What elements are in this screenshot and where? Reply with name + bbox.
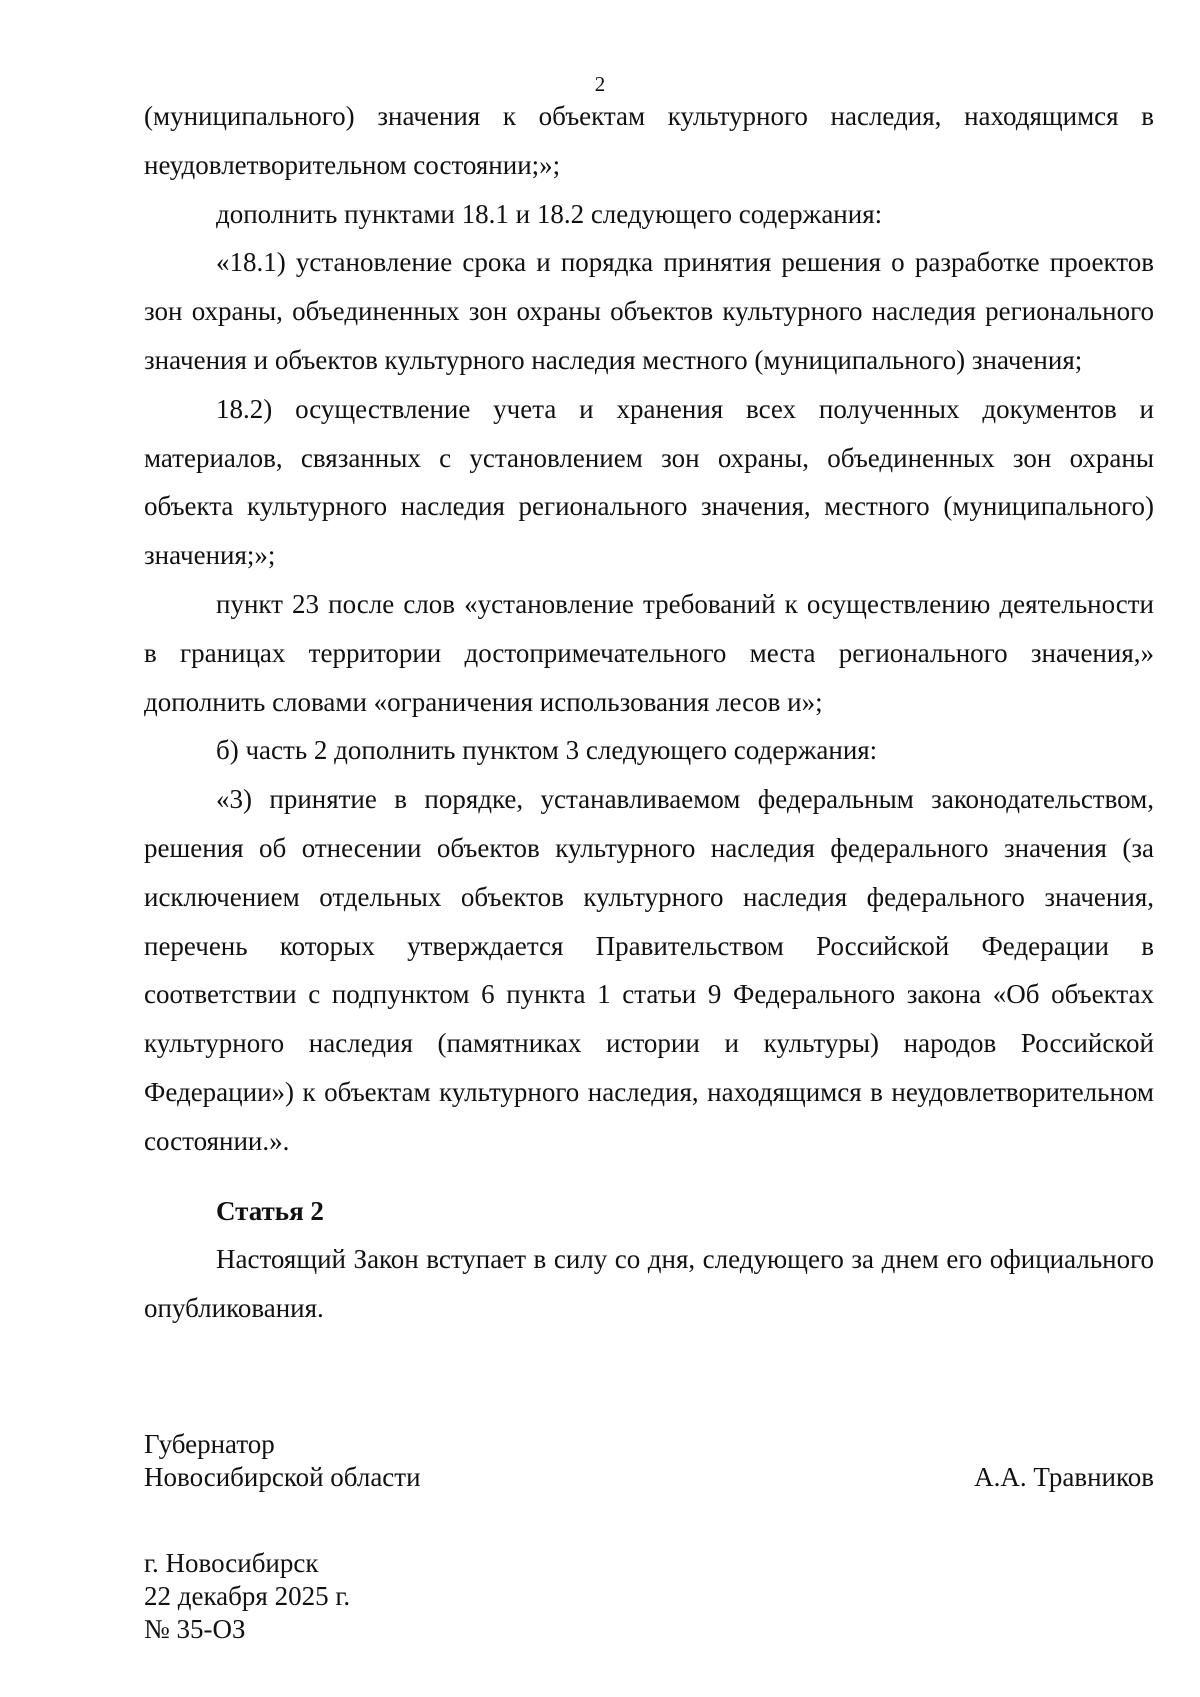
paragraph-item-18-1: «18.1) установление срока и порядка принятия решения о разработке проектов зон охраны, объединенных зон охраны объектов культурного наследия регионального значения и объектов культурного наследия местного (муниципального) значения;	[144, 247, 1154, 375]
paragraph-continuation: (муниципального) значения к объектам культурного наследия, находящимся в неудовлетворительном состоянии;»;	[144, 101, 1154, 180]
page-number: 2	[594, 72, 606, 96]
paragraph-item-18-2: 18.2) осуществление учета и хранения всех полученных документов и материалов, связанных с установлением зон охраны, объединенных зон охраны объекта культурного наследия регионального значения, местного (муниципального) значения;»;	[144, 393, 1154, 571]
place-city: г. Новосибирск	[144, 1548, 319, 1578]
article-2-heading: Статья 2	[216, 1195, 324, 1226]
paragraph-amendment-intro: дополнить пунктами 18.1 и 18.2 следующего содержания:	[216, 198, 883, 229]
signature-block	[144, 1428, 1154, 1494]
signature-row	[144, 1461, 1154, 1494]
document-body	[144, 92, 1154, 1333]
document-date: 22 декабря 2025 г.	[144, 1581, 351, 1611]
signatory-title-line1: Губернатор	[144, 1429, 275, 1459]
paragraph-part-2-intro: б) часть 2 дополнить пунктом 3 следующего содержания:	[216, 735, 878, 766]
paragraph-item-23: пункт 23 после слов «установление требований к осуществлению деятельности в границах территории достопримечательного места регионального значения,» дополнить словами «ограничения использования лесов и»;	[144, 588, 1154, 717]
document-number: № 35-ОЗ	[144, 1614, 246, 1644]
article-2-text: Настоящий Закон вступает в силу со дня, следующего за днем его официального опубликования.	[144, 1244, 1154, 1324]
place-date-block	[144, 1547, 350, 1646]
paragraph-item-3: «3) принятие в порядке, устанавливаемом федеральным законодательством, решения об отнесении объектов культурного наследия федерального значения (за исключением отдельных объектов культурного наследия федерального значения, перечень которых утверждается Правительством Российской Федерации в соответствии с подпунктом 6 пункта 1 статьи 9 Федерального закона «Об объектах культурного наследия (памятниках истории и культуры) народов Российской Федерации») к объектам культурного наследия, находящимся в неудовлетворительном состоянии.».	[144, 784, 1154, 1156]
signatory-title-line2: Новосибирской области	[144, 1462, 421, 1492]
signatory-name: А.А. Травников	[974, 1462, 1154, 1492]
